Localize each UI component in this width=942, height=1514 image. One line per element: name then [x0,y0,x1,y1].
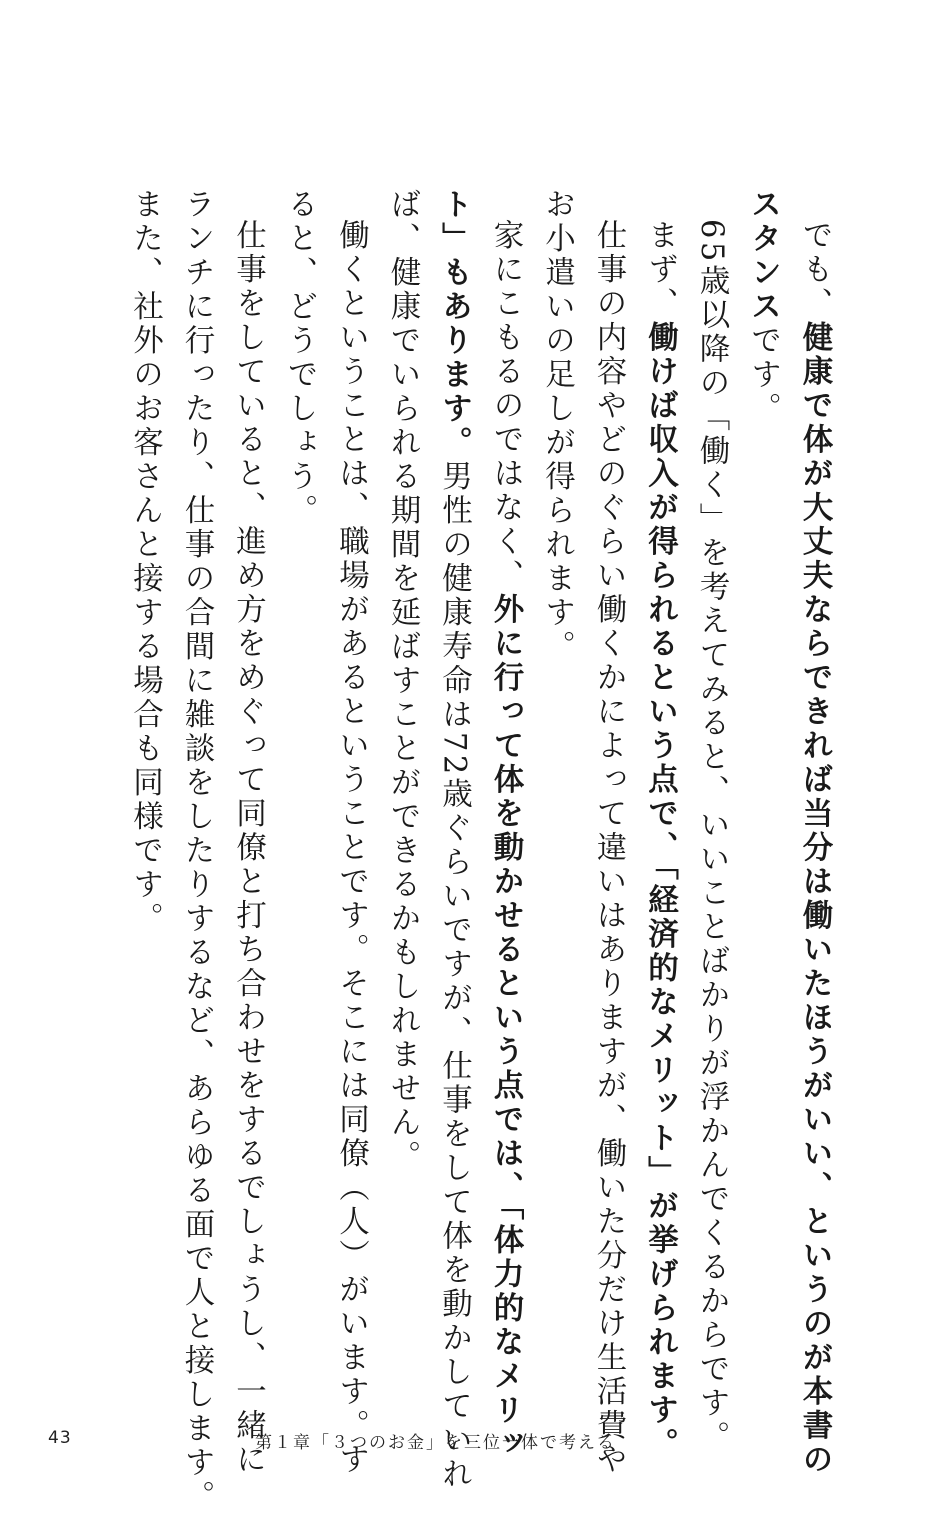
emphasized-text: ト」もあります。 [436,188,472,460]
text-line [480,188,532,1462]
text-line: また、社外のお客さんと接する場合も同様です。 [127,188,163,936]
page-number: 43 [48,1428,72,1448]
text-line: 65歳以降の「働く」を考えてみると、いいことばかりが浮かんでくるからです。 [694,218,729,1455]
page-footer [0,1428,942,1458]
emphasized-text: スタンス [745,188,781,324]
text-line: 働くということは、職場があるということです。そこには同僚（人）がいます。す [333,218,369,1477]
text-line [737,188,789,1368]
text-line [634,188,686,1462]
text-line: 仕事をしていると、進め方をめぐって同僚と打ち合わせをするでしょうし、一緒に [230,218,266,1477]
text-segment: 男性の健康寿命は72歳ぐらいですが、仕事をして体を動かしていれ [436,460,472,1492]
text-line: 仕事の内容やどのぐらい働くかによって違いはありますが、働いた分だけ生活費や [591,218,626,1477]
emphasized-text: 健康で体が大丈夫ならできれば当分は働いたほうがいい、というのが本書の [797,320,832,1477]
running-chapter-title: 第１章「３つのお金」を三位一体で考える [255,1433,616,1453]
text-segment: です。 [745,324,781,426]
emphasized-text: 働けば収入が得られるという点で、「経済的なメリット」が挙げられます。 [642,320,678,1462]
text-line [789,188,841,1477]
text-line: ると、どうでしょう。 [282,188,317,528]
text-segment: まず、 [642,218,678,321]
text-line: ランチに行ったり、仕事の合間に雑談をしたりするなど、あらゆる面で人と接します。 [179,188,214,1514]
emphasized-text: 外に行って体を動かせるという点では、「体力的なメリッ [488,592,523,1462]
text-line: ば、健康でいられる期間を延ばすことができるかもしれません。 [385,188,420,1174]
text-segment: 家にこもるのではなく、 [488,218,523,593]
text-segment: でも、 [797,218,832,321]
text-line: お小遣いの足しが得られます。 [539,188,575,664]
text-line [428,188,480,1492]
